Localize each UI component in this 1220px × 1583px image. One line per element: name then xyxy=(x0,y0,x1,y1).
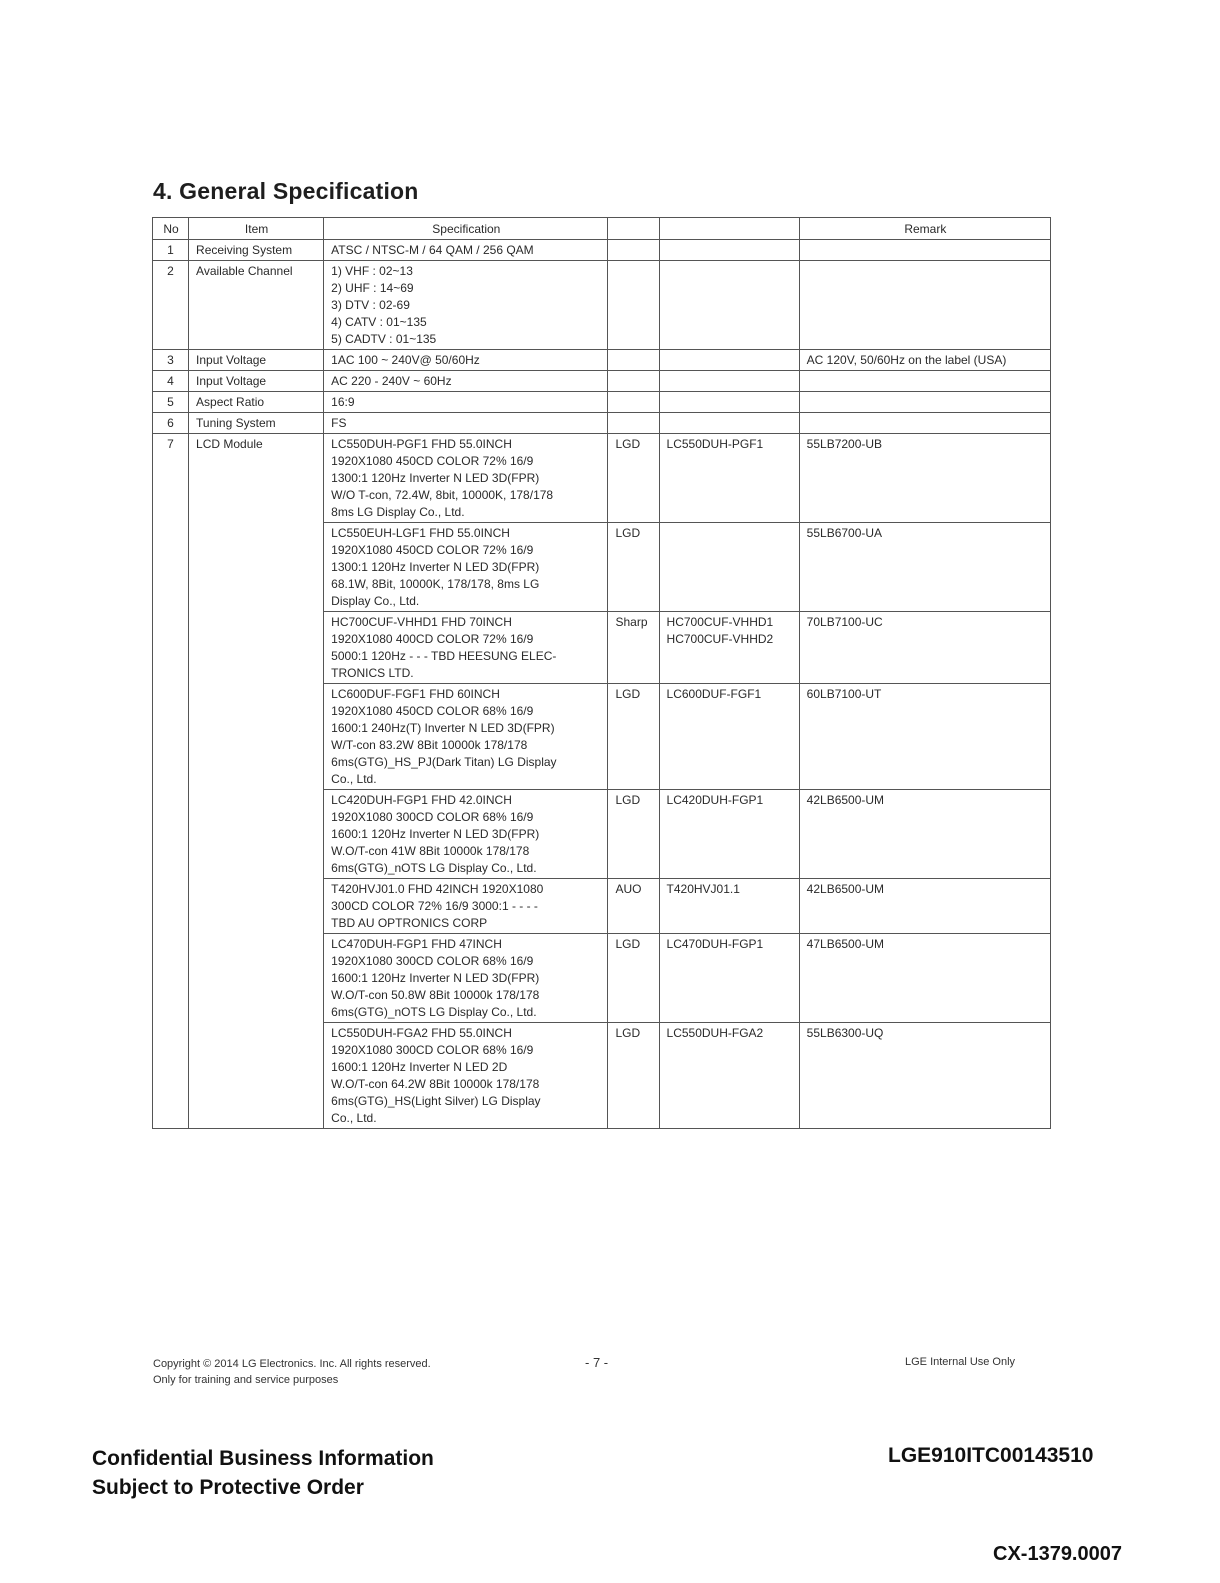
lcd-module-model: 55LB7200-UB xyxy=(799,434,1050,523)
row-specification: 1AC 100 ~ 240V@ 50/60Hz xyxy=(324,350,608,371)
row-no: 6 xyxy=(153,413,189,434)
row-part-number xyxy=(659,392,799,413)
lcd-module-spec: LC420DUH-FGP1 FHD 42.0INCH 1920X1080 300CD COLOR 68% 16/9 1600:1 120Hz Inverter N LED 3D(FPR) W.O/T-con 41W 8Bit 10000k 178/178 6ms(GTG)_nOTS LG Display Co., Ltd. xyxy=(324,790,608,879)
row-manufacturer xyxy=(608,413,659,434)
confidential-line-1: Confidential Business Information xyxy=(92,1447,434,1470)
row-specification: AC 220 - 240V ~ 60Hz xyxy=(324,371,608,392)
row-item: Available Channel xyxy=(189,261,324,350)
lcd-module-manufacturer: AUO xyxy=(608,879,659,934)
copyright-text: Copyright © 2014 LG Electronics. Inc. All rights reserved. xyxy=(153,1358,431,1370)
lcd-module-model: 55LB6300-UQ xyxy=(799,1023,1050,1129)
row-remark xyxy=(799,261,1050,350)
exhibit-number: CX-1379.0007 xyxy=(993,1543,1122,1565)
row-remark: AC 120V, 50/60Hz on the label (USA) xyxy=(799,350,1050,371)
bates-number: LGE910ITC00143510 xyxy=(888,1444,1094,1467)
lcd-module-spec: LC550DUH-FGA2 FHD 55.0INCH 1920X1080 300CD COLOR 68% 16/9 1600:1 120Hz Inverter N LED 2D W.O/T-con 64.2W 8Bit 10000k 178/178 6ms(GTG)_HS(Light Silver) LG Display Co., Ltd. xyxy=(324,1023,608,1129)
lcd-module-part-number: LC550DUH-FGA2 xyxy=(659,1023,799,1129)
lcd-module-model: 42LB6500-UM xyxy=(799,790,1050,879)
lcd-module-manufacturer: LGD xyxy=(608,684,659,790)
header-blank-1 xyxy=(608,218,659,240)
row-item: Aspect Ratio xyxy=(189,392,324,413)
row-manufacturer xyxy=(608,392,659,413)
row-specification: ATSC / NTSC-M / 64 QAM / 256 QAM xyxy=(324,240,608,261)
lcd-module-manufacturer: LGD xyxy=(608,1023,659,1129)
row-part-number xyxy=(659,371,799,392)
confidential-line-2: Subject to Protective Order xyxy=(92,1476,364,1499)
training-text: Only for training and service purposes xyxy=(153,1374,339,1386)
lcd-module-part-number: LC420DUH-FGP1 xyxy=(659,790,799,879)
lcd-module-row xyxy=(153,434,1051,523)
lcd-module-part-number xyxy=(659,523,799,612)
row-remark xyxy=(799,371,1050,392)
lcd-module-spec: HC700CUF-VHHD1 FHD 70INCH 1920X1080 400CD COLOR 72% 16/9 5000:1 120Hz - - - TBD HEESUNG ELEC- TRONICS LTD. xyxy=(324,612,608,684)
lcd-module-model: 42LB6500-UM xyxy=(799,879,1050,934)
internal-use-label: LGE Internal Use Only xyxy=(905,1356,1016,1368)
row-item: Tuning System xyxy=(189,413,324,434)
table-row xyxy=(153,261,1051,350)
row-specification: 16:9 xyxy=(324,392,608,413)
row-specification: FS xyxy=(324,413,608,434)
lcd-module-manufacturer: LGD xyxy=(608,523,659,612)
header-no: No xyxy=(153,218,189,240)
row-part-number xyxy=(659,261,799,350)
lcd-module-manufacturer: LGD xyxy=(608,434,659,523)
row-part-number xyxy=(659,240,799,261)
table-row xyxy=(153,350,1051,371)
row-item: Input Voltage xyxy=(189,371,324,392)
lcd-module-model: 70LB7100-UC xyxy=(799,612,1050,684)
row-part-number xyxy=(659,350,799,371)
table-row xyxy=(153,371,1051,392)
row-specification: 1) VHF : 02~13 2) UHF : 14~69 3) DTV : 02-69 4) CATV : 01~135 5) CADTV : 01~135 xyxy=(324,261,608,350)
lcd-module-spec: LC470DUH-FGP1 FHD 47INCH 1920X1080 300CD COLOR 68% 16/9 1600:1 120Hz Inverter N LED 3D(FPR) W.O/T-con 50.8W 8Bit 10000k 178/178 6ms(GTG)_nOTS LG Display Co., Ltd. xyxy=(324,934,608,1023)
lcd-module-manufacturer: Sharp xyxy=(608,612,659,684)
header-item: Item xyxy=(189,218,324,240)
row-no: 2 xyxy=(153,261,189,350)
table-row xyxy=(153,392,1051,413)
lcd-module-part-number: LC550DUH-PGF1 xyxy=(659,434,799,523)
row-manufacturer xyxy=(608,371,659,392)
lcd-module-spec: LC550DUH-PGF1 FHD 55.0INCH 1920X1080 450CD COLOR 72% 16/9 1300:1 120Hz Inverter N LED 3D(FPR) W/O T-con, 72.4W, 8bit, 10000K, 178/178 8ms LG Display Co., Ltd. xyxy=(324,434,608,523)
row-item: Receiving System xyxy=(189,240,324,261)
lcd-module-model: 55LB6700-UA xyxy=(799,523,1050,612)
row-manufacturer xyxy=(608,240,659,261)
lcd-module-model: 60LB7100-UT xyxy=(799,684,1050,790)
lcd-module-spec: LC550EUH-LGF1 FHD 55.0INCH 1920X1080 450CD COLOR 72% 16/9 1300:1 120Hz Inverter N LED 3D(FPR) 68.1W, 8Bit, 10000K, 178/178, 8ms LG Display Co., Ltd. xyxy=(324,523,608,612)
lcd-module-manufacturer: LGD xyxy=(608,790,659,879)
row-item: LCD Module xyxy=(189,434,324,1129)
header-specification: Specification xyxy=(324,218,608,240)
table-row xyxy=(153,240,1051,261)
table-row xyxy=(153,413,1051,434)
row-no: 3 xyxy=(153,350,189,371)
lcd-module-part-number: HC700CUF-VHHD1 HC700CUF-VHHD2 xyxy=(659,612,799,684)
header-remark: Remark xyxy=(799,218,1050,240)
row-remark xyxy=(799,392,1050,413)
row-part-number xyxy=(659,413,799,434)
footer-copyright xyxy=(153,1356,431,1388)
table-header-row xyxy=(153,218,1051,240)
row-remark xyxy=(799,240,1050,261)
lcd-module-spec: T420HVJ01.0 FHD 42INCH 1920X1080 300CD COLOR 72% 16/9 3000:1 - - - - TBD AU OPTRONICS CORP xyxy=(324,879,608,934)
lcd-module-model: 47LB6500-UM xyxy=(799,934,1050,1023)
row-remark xyxy=(799,413,1050,434)
row-manufacturer xyxy=(608,261,659,350)
lcd-module-manufacturer: LGD xyxy=(608,934,659,1023)
general-specification-table xyxy=(152,217,1051,1129)
row-no: 7 xyxy=(153,434,189,1129)
row-no: 5 xyxy=(153,392,189,413)
lcd-module-spec: LC600DUF-FGF1 FHD 60INCH 1920X1080 450CD COLOR 68% 16/9 1600:1 240Hz(T) Inverter N LED 3D(FPR) W/T-con 83.2W 8Bit 10000k 178/178 6ms(GTG)_HS_PJ(Dark Titan) LG Display Co., Ltd. xyxy=(324,684,608,790)
lcd-module-part-number: LC600DUF-FGF1 xyxy=(659,684,799,790)
page-number: - 7 - xyxy=(585,1355,609,1370)
confidential-notice xyxy=(92,1444,434,1502)
header-blank-2 xyxy=(659,218,799,240)
row-no: 1 xyxy=(153,240,189,261)
row-no: 4 xyxy=(153,371,189,392)
row-manufacturer xyxy=(608,350,659,371)
row-item: Input Voltage xyxy=(189,350,324,371)
lcd-module-part-number: LC470DUH-FGP1 xyxy=(659,934,799,1023)
lcd-module-part-number: T420HVJ01.1 xyxy=(659,879,799,934)
page-title: 4. General Specification xyxy=(153,178,419,204)
